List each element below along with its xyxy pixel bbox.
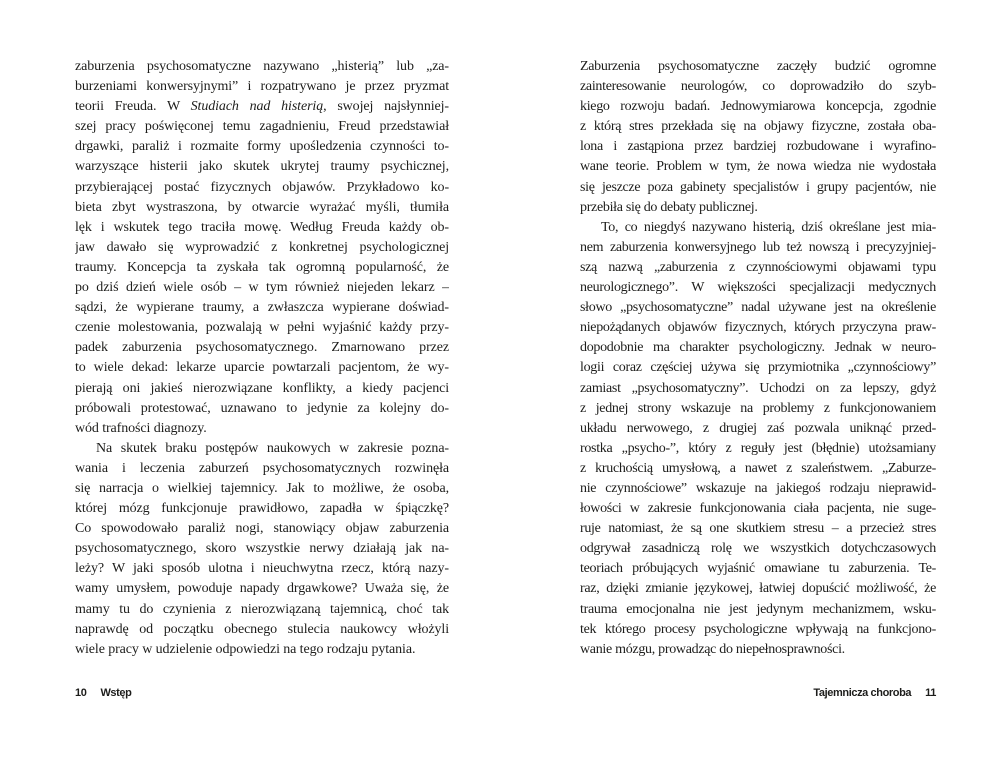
text-line: raz, dzięki zmianie językowej, łatwiej dopuścić możliwość, że (580, 581, 936, 597)
text-line: pierają oni jakieś nierozwiązane konflikty, a kiedy pacjenci (75, 380, 449, 396)
text-line: wamy umysłem, powoduje napady drgawkowe? Uważa się, że (75, 581, 449, 597)
text-line: Na skutek braku postępów naukowych w zakresie pozna- (96, 440, 449, 456)
text-line: układu nerwowego, z drugiej zaś pozwala uniknąć przed- (580, 420, 936, 436)
text-line: wane teorie. Problem w tym, że nowa wiedza nie wydostała (580, 159, 936, 175)
running-head-right: Tajemnicza choroba (813, 687, 912, 699)
text-line: lona i zastąpiona przez bardziej rozbudowane i wyrafino- (580, 139, 936, 155)
text-line: leży? W jaki sposób ulotna i nieuchwytna rzecz, którą nazy- (75, 561, 449, 577)
text-line: wód trafności diagnozy. (75, 420, 207, 436)
text-line: rostka „psycho-”, który z reguły jest (błędnie) utożsamiany (580, 440, 936, 456)
text-line: z kruchością umysłową, a nawet z szaleństwem. „Zaburze- (580, 460, 936, 476)
text-line: szej pracy poświęconej temu zagadnieniu, Freud przedstawiał (75, 119, 449, 135)
page-right-footer (580, 687, 936, 699)
text-line: teorii Freuda. W Studiach nad histerią, swojej najsłynniej- (75, 99, 449, 115)
text-line: logii coraz częściej używa się przymiotnika „czynnościowy” (580, 360, 936, 376)
text-line: szą nazwą „zaburzenia z czynnościowymi objawami typu (580, 259, 936, 275)
text-line: zamiast „psychosomatyczny”. Uchodzi on za lepszy, gdyż (580, 380, 936, 396)
text-line: niepożądanych objawów fizycznych, których przyczyna praw- (580, 320, 936, 336)
text-line: traumy. Koncepcja ta zyskała tak ogromną popularność, że (75, 259, 449, 275)
page-left-footer (75, 687, 131, 699)
text-line: trauma emocjonalna nie jest jedynym mechanizmem, wsku- (580, 601, 936, 617)
text-line: tek którego procesy psychologiczne wpływają na funkcjono- (580, 621, 936, 637)
text-line: zaburzenia psychosomatyczne nazywano „histerią” lub „za- (75, 59, 449, 74)
page-right-text-column (580, 57, 936, 660)
text-line: Co spowodowało paraliż nogi, stanowiący objaw zaburzenia (75, 521, 449, 537)
text-line: przebiła się do debaty publicznej. (580, 199, 758, 215)
text-line: To, co niegdyś nazywano histerią, dziś określane jest mia- (601, 219, 936, 235)
text-line: naprawdę od początku obecnego stulecia naukowcy włożyli (75, 621, 449, 637)
text-line: wiele pracy w udzielenie odpowiedzi na tego rodzaju pytania. (75, 641, 416, 657)
text-line: ruje natomiast, że są one skutkiem stresu – a przecież stres (580, 521, 936, 537)
text-line: Zaburzenia psychosomatyczne zaczęły budzić ogromne (580, 59, 936, 74)
text-line: psychosomatycznego, skoro wszystkie nerwy działają jak na- (75, 541, 449, 557)
text-line: lęk i wskutek tego traciła mowę. Według Freuda każdy ob- (75, 219, 449, 235)
text-line: dopodobnie ma charakter psychologiczny. Jednak w neuro- (580, 340, 936, 356)
text-line: czenie molestowania, pozwalają w pełni wyjaśnić każdy przy- (75, 320, 449, 336)
text-line: po dziś dzień wiele osób – w tym również niejeden lekarz – (75, 280, 449, 296)
running-head-left: Wstęp (100, 687, 132, 699)
text-line: się narracja o wielkiej tajemnicy. Jak to możliwe, że osoba, (75, 480, 449, 496)
text-line: drgawki, paraliż i rozmaite formy upośledzenia czynności to- (75, 139, 449, 155)
page-number-right: 11 (925, 687, 936, 699)
text-line: której mózg funkcjonuje prawidłowo, zapadła w śpiączkę? (75, 501, 449, 517)
text-line: mamy tu do czynienia z nierozwiązaną tajemnicą, choć tak (75, 601, 449, 617)
page-left-text-column (75, 57, 449, 660)
text-line: nie czynnościowe” wskazuje na jakiegoś rodzaju nieprawid- (580, 480, 936, 496)
text-line: bieta zbyt wystraszona, by otwarcie wyrażać myśli, tłumiła (75, 199, 449, 215)
page-number-left: 10 (75, 687, 87, 699)
text-line: wania i leczenia zaburzeń psychosomatycznych rozwinęła (75, 460, 449, 476)
text-line: słowo „psychosomatyczne” nadal używane jest na określenie (580, 300, 936, 316)
text-line: wanie mózgu, prowadząc do niepełnosprawności. (580, 641, 845, 657)
text-line: nem zaburzenia konwersyjnego lub też nowszą i precyzyjniej- (580, 239, 936, 255)
text-line: sądzi, że wypierane traumy, a zwłaszcza wypierane doświad- (75, 300, 449, 316)
text-line: zainteresowanie neurologów, co doprowadziło do szyb- (580, 79, 936, 95)
text-line: się jeszcze poza gabinety specjalistów i grupy pacjentów, nie (580, 179, 936, 195)
text-line: neurologicznego”. W większości specjalizacji medycznych (580, 280, 936, 296)
text-line: z jednej strony wskazuje na problemy z funkcjonowaniem (580, 400, 936, 416)
text-line: burzeniami konwersyjnymi” i rozpatrywano je przez pryzmat (75, 79, 449, 95)
text-line: z którą stres przekłada się na objawy fizyczne, została oba- (580, 119, 936, 135)
text-line: próbowali protestować, uznawano to jedynie za kolejny do- (75, 400, 449, 416)
text-line: to wiele dekad: lekarze uparcie powtarzali pacjentom, że wy- (75, 360, 449, 376)
text-line: warzyszące histerii jako skutek ukrytej traumy psychicznej, (75, 159, 449, 175)
text-line: jaw dawało się wyprowadzić z konkretnej psychologicznej (75, 239, 449, 255)
text-line: teoriach próbujących wyjaśnić omawiane tu zaburzenia. Te- (580, 561, 936, 577)
text-line: kiego rozwoju badań. Jednowymiarowa koncepcja, zgodnie (580, 99, 936, 115)
text-line: przybierającej postać fizycznych objawów. Przykładowo ko- (75, 179, 449, 195)
text-line: odgrywał zasadniczą rolę we wszystkich dotychczasowych (580, 541, 936, 557)
text-line: padek zaburzenia psychosomatycznego. Zmarnowano przez (75, 340, 449, 356)
text-line: łowości w zakresie funkcjonowania ciała pacjenta, nie suge- (580, 501, 936, 517)
book-title-italic: Studiach nad histerią (190, 99, 324, 115)
